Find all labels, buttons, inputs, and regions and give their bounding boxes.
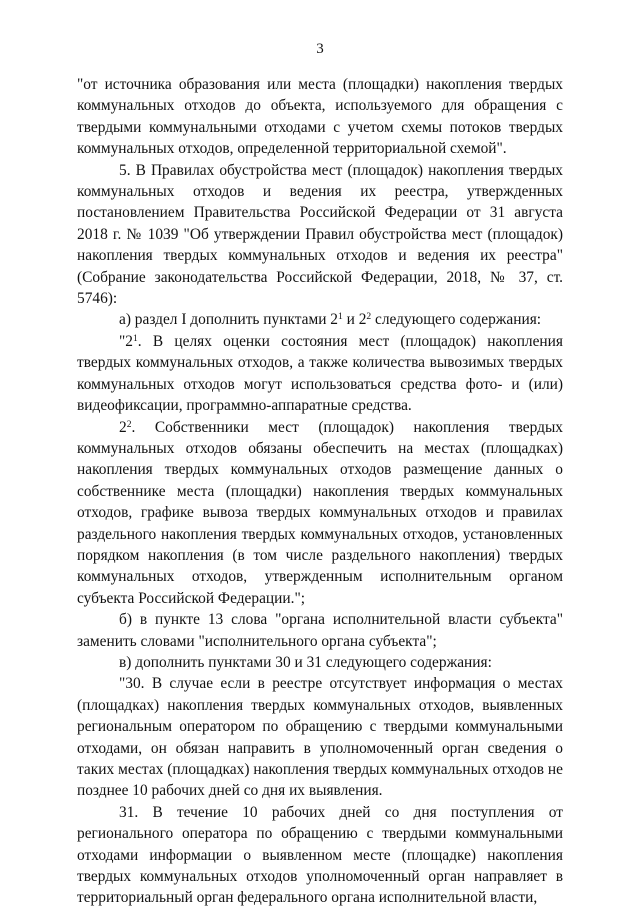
paragraph-subitem-a: [77, 309, 563, 330]
paragraph-text: "2: [119, 332, 133, 350]
paragraph-quote-continuation: "от источника образования или места (площадки) накопления твердых коммунальных отходов до объекта, используемого для обращения с твердыми коммунальными отходами с учетом схемы потоков твердых коммунальных отходов, определенной территориальной схемой".: [77, 76, 563, 158]
paragraph-text: 2: [119, 418, 127, 436]
document-body: [77, 74, 563, 909]
paragraph-clause-2-2: [77, 417, 563, 610]
superscript: 1: [132, 332, 138, 344]
paragraph-clause-31: 31. В течение 10 рабочих дней со дня поступления от регионального оператора по обращению с твердыми коммунальными отходами информации о выявленном месте (площадке) накопления твердых коммунальных отходов уполномоченный орган направляет в территориальный орган федерального органа исполнительной власти,: [77, 803, 563, 907]
paragraph-text: следующего содержания:: [371, 311, 542, 329]
page-number: 3: [316, 41, 324, 57]
superscript: 2: [126, 418, 132, 430]
paragraph-text: . В целях оценки состояния мест (площадок) накопления твердых коммунальных отходов, а также количества вывозимых твердых коммунальных отходов могут использоваться средства фото- и (или) видеофиксации, программно-аппаратные средства.: [77, 332, 563, 415]
paragraph-text: и 2: [342, 311, 367, 329]
paragraph-text: . Собственники мест (площадок) накопления твердых коммунальных отходов обязаны обеспечить на местах (площадках) накопления твердых коммунальных отходов размещение данных о собственнике места (площадки) накопления твердых коммунальных отходов, графике вывоза твердых коммунальных отходов и правилах раздельного накопления твердых коммунальных отходов, установленных порядком накопления (в том числе раздельного накопления) твердых коммунальных отходов, утвержденным исполнительным органом субъекта Российской Федерации.";: [77, 418, 563, 607]
paragraph-subitem-v: в) дополнить пунктами 30 и 31 следующего содержания:: [119, 653, 492, 671]
paragraph-text: а) раздел I дополнить пунктами 2: [119, 311, 339, 329]
paragraph-subitem-b: б) в пункте 13 слова "органа исполнительной власти субъекта" заменить словами "исполнительного органа субъекта";: [77, 611, 563, 650]
superscript: 2: [366, 311, 372, 323]
paragraph-clause-2-1: [77, 331, 563, 417]
paragraph-item-5: 5. В Правилах обустройства мест (площадок) накопления твердых коммунальных отходов и ведения их реестра, утвержденных постановлением Правительства Российской Федерации от 31 августа 2018 г. № 1039 "Об утверждении Правил обустройства мест (площадок) накопления твердых коммунальных отходов и ведения их реестра" (Собрание законодательства Российской Федерации, 2018, № 37, ст. 5746):: [77, 161, 563, 308]
paragraph-clause-30: "30. В случае если в реестре отсутствует информация о местах (площадках) накопления твердых коммунальных отходов, выявленных региональным оператором по обращению с твердыми коммунальными отходами, он обязан направить в уполномоченный орган сведения о таких местах (площадках) накопления твердых коммунальных отходов не позднее 10 рабочих дней со дня их выявления.: [77, 675, 563, 800]
superscript: 1: [338, 311, 343, 323]
